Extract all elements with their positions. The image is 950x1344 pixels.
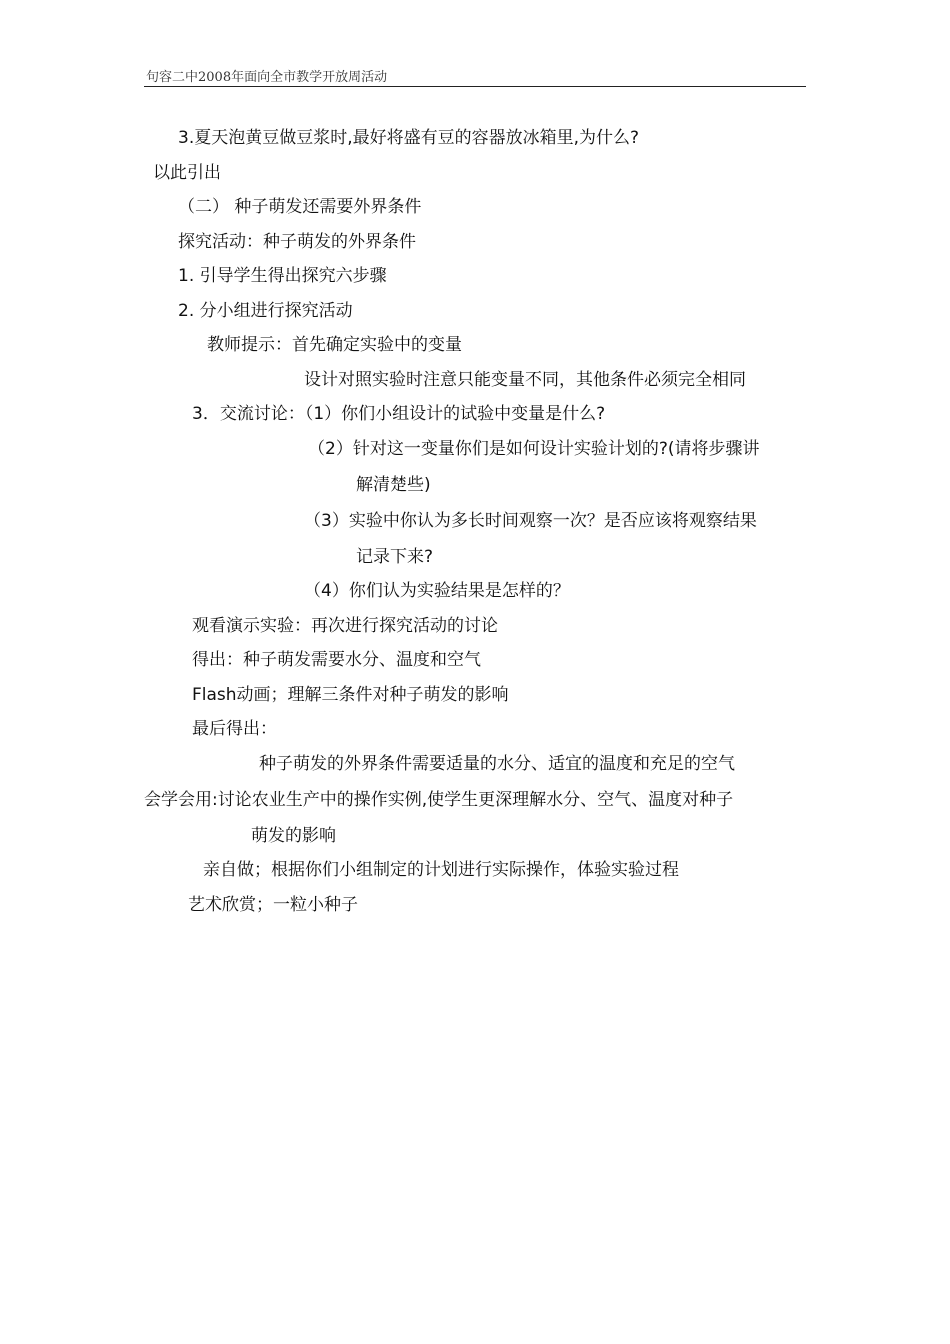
demo-experiment-line: 观看演示实验：再次进行探究活动的讨论 [192,616,498,636]
lead-in-line: 以此引出 [153,163,221,183]
apply-learning-continued-line: 萌发的影响 [251,826,336,846]
apply-learning-line: 会学会用:讨论农业生产中的操作实例,使学生更深理解水分、空气、温度对种子 [144,790,734,810]
inquiry-activity-line: 探究活动：种子萌发的外界条件 [178,232,416,252]
step-1-line: 1. 引导学生得出探究六步骤 [178,266,387,286]
hands-on-line: 亲自做；根据你们小组制定的计划进行实际操作，体验实验过程 [203,860,679,880]
discussion-q2-line: （2）针对这一变量你们是如何设计实验计划的?(请将步骤讲 [308,439,760,459]
conclusion-line: 得出：种子萌发需要水分、温度和空气 [192,650,481,670]
art-appreciation-line: 艺术欣赏；一粒小种子 [188,895,358,915]
flash-animation-line: Flash动画；理解三条件对种子萌发的影响 [192,685,509,705]
final-conclusion-line: 种子萌发的外界条件需要适量的水分、适宜的温度和充足的空气 [259,754,735,774]
discussion-q2-continued-line: 解清楚些) [356,475,431,495]
final-conclusion-label: 最后得出： [192,719,277,739]
discussion-q3-line: （3）实验中你认为多长时间观察一次？是否应该将观察结果 [304,511,757,531]
page-header: 句容二中2008年面向全市教学开放周活动 [146,70,388,85]
teacher-tip-continued-line: 设计对照实验时注意只能变量不同，其他条件必须完全相同 [304,370,746,390]
discussion-q3-continued-line: 记录下来? [356,547,434,567]
teacher-tip-line: 教师提示：首先确定实验中的变量 [207,335,462,355]
discussion-q1-line: 3．交流讨论：（1）你们小组设计的试验中变量是什么? [192,404,606,424]
header-divider [144,86,806,87]
discussion-q4-line: （4）你们认为实验结果是怎样的？ [304,581,570,601]
question-3-line: 3.夏天泡黄豆做豆浆时,最好将盛有豆的容器放冰箱里,为什么? [178,128,640,148]
section-heading: （二） 种子萌发还需要外界条件 [178,197,422,217]
step-2-line: 2. 分小组进行探究活动 [178,301,353,321]
